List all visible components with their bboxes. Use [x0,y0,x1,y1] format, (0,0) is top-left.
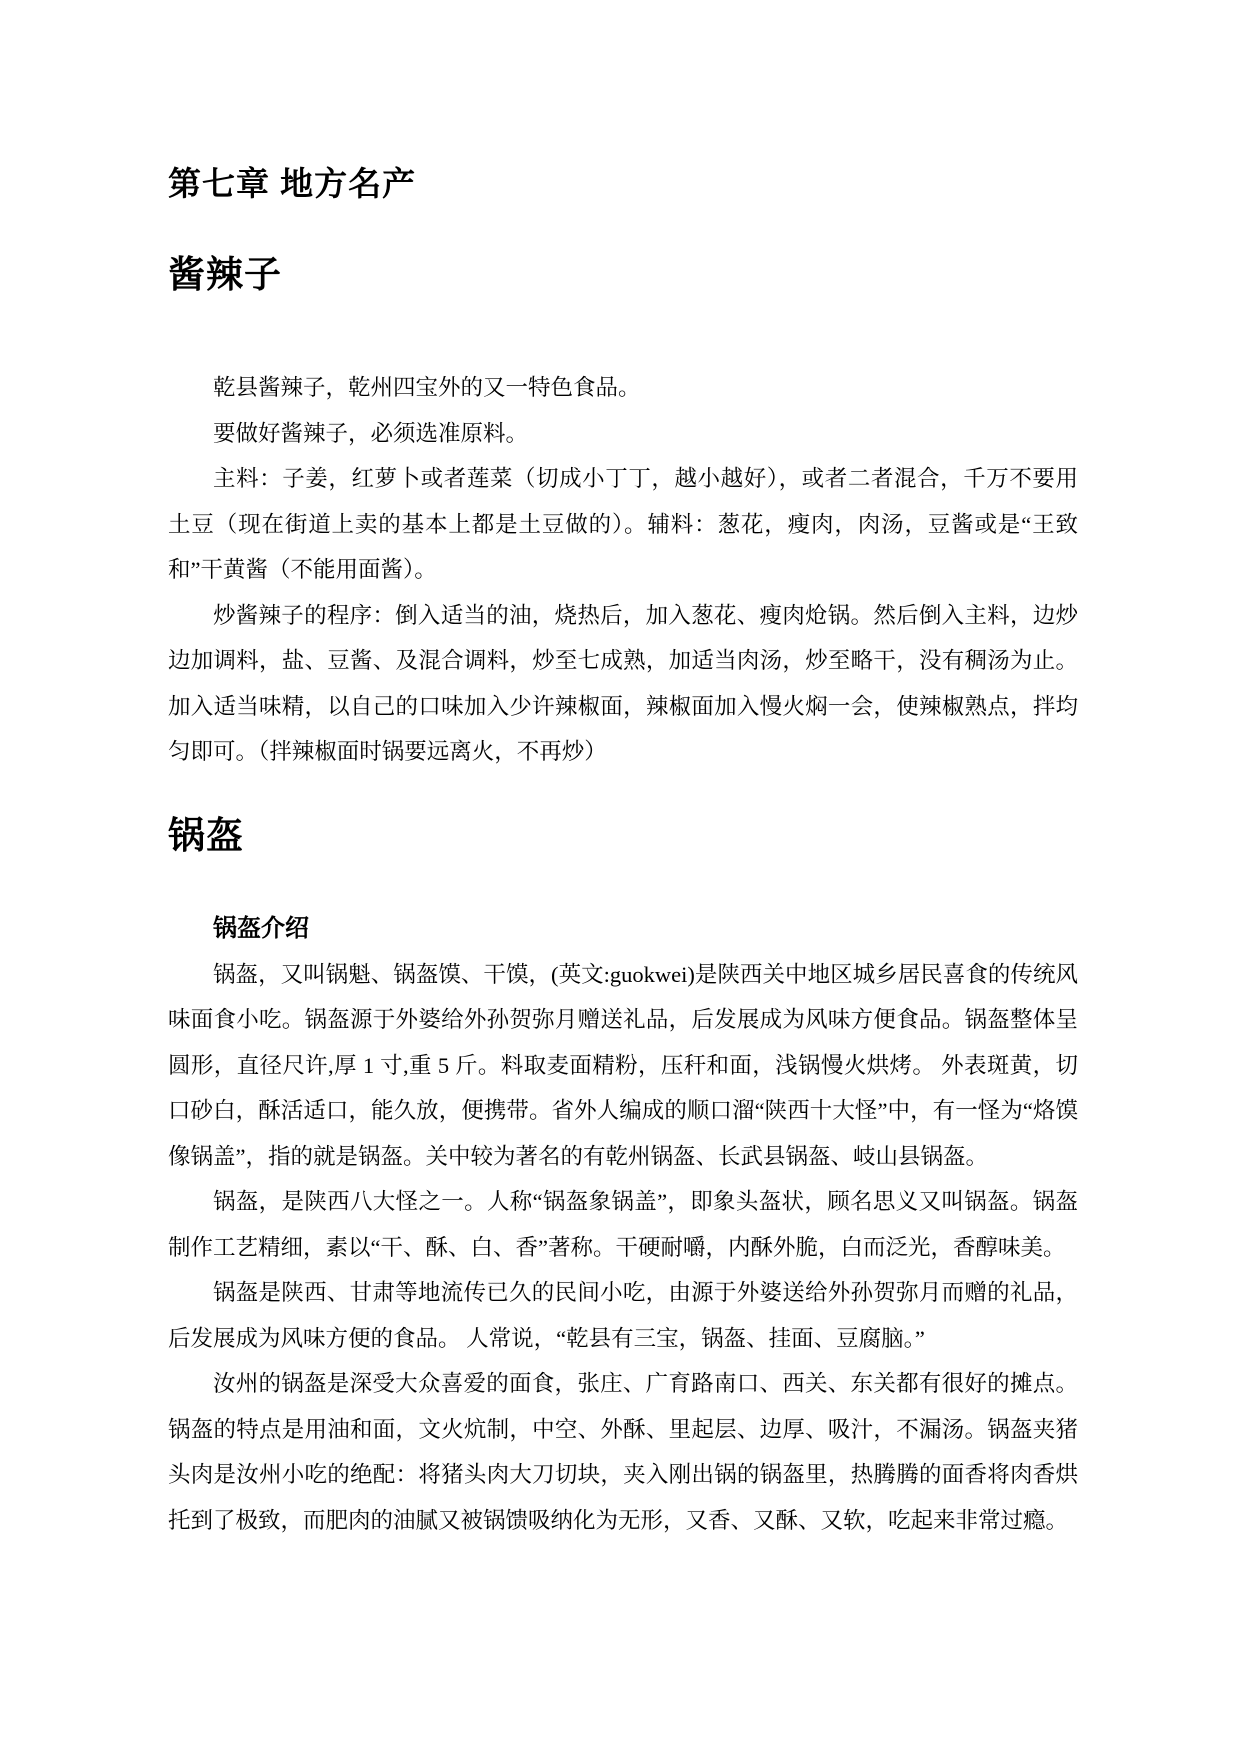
paragraph-guokui-1: 锅盔，又叫锅魁、锅盔馍、干馍，(英文:guokwei)是陕西关中地区城乡居民喜食的传统风味面食小吃。锅盔源于外婆给外孙贺弥月赠送礼品，后发展成为风味方便食品。锅盔整体呈圆形，直径尺许,厚 1 寸,重 5 斤。料取麦面精粉，压秆和面，浅锅慢火烘烤。 外表斑黄，切口砂白，酥活适口，能久放，便携带。省外人编成的顺口溜“陕西十大怪”中，有一怪为“烙馍像锅盖”，指的就是锅盔。关中较为著名的有乾州锅盔、长武县锅盔、岐山县锅盔。 [168,961,1078,1169]
section-heading-guokui: 锅盔 [168,815,244,857]
section-body-guokui [168,946,1078,1544]
paragraph-jianglazi-1: 乾县酱辣子，乾州四宝外的又一特色食品。 [213,375,641,400]
chapter-title: 第七章 地方名产 [168,165,417,202]
paragraph-guokui-3: 锅盔是陕西、甘肃等地流传已久的民间小吃，由源于外婆送给外孙贺弥月而赠的礼品，后发展成为风味方便的食品。 人常说，“乾县有三宝，锅盔、挂面、豆腐脑。” [168,1280,1078,1351]
paragraph-guokui-4: 汝州的锅盔是深受大众喜爱的面食，张庄、广育路南口、西关、东关都有很好的摊点。锅盔的特点是用油和面，文火炕制，中空、外酥、里起层、边厚、吸汁，不漏汤。锅盔夹猪头肉是汝州小吃的绝配：将猪头肉大刀切块，夹入刚出锅的锅盔里，热腾腾的面香将肉香烘托到了极致，而肥肉的油腻又被锅馈吸纳化为无形，又香、又酥、又软，吃起来非常过瘾。 [168,1371,1078,1533]
paragraph-guokui-2: 锅盔，是陕西八大怪之一。人称“锅盔象锅盖”，即象头盔状，顾名思义又叫锅盔。锅盔制作工艺精细，素以“干、酥、白、香”著称。干硬耐嚼，内酥外脆，白而泛光，香醇味美。 [168,1189,1078,1260]
section-body-jianglazi [168,301,1078,775]
paragraph-jianglazi-2: 要做好酱辣子，必须选准原料。 [213,420,529,446]
paragraph-jianglazi-3: 主料：子姜，红萝卜或者莲菜（切成小丁丁，越小越好），或者二者混合，千万不要用土豆（现在街道上卖的基本上都是土豆做的）。辅料：葱花，瘦肉，肉汤，豆酱或是“王致和”干黄酱（不能用面酱）。 [168,466,1078,582]
page-content [168,0,1078,1543]
paragraph-jianglazi-4: 炒酱辣子的程序：倒入适当的油，烧热后，加入葱花、瘦肉炝锅。然后倒入主料，边炒边加调料，盐、豆酱、及混合调料，炒至七成熟，加适当肉汤，炒至略干，没有稠汤为止。加入适当味精，以自己的口味加入少许辣椒面，辣椒面加入慢火焖一会，使辣椒熟点，拌均匀即可。（拌辣椒面时锅要远离火，不再炒） [168,602,1078,764]
section-heading-jianglazi: 酱辣子 [168,255,282,296]
subsection-heading-guokui-intro: 锅盔介绍 [213,915,309,942]
